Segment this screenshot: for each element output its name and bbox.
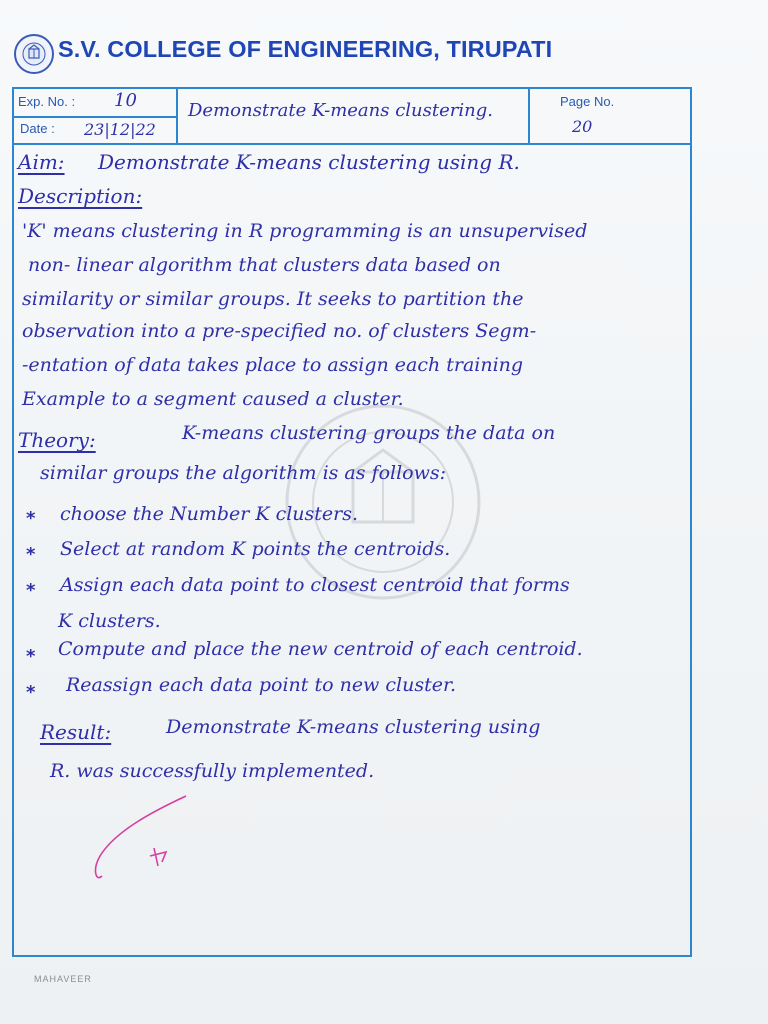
theory-step-continued: K clusters. xyxy=(58,610,161,632)
college-name: S.V. COLLEGE OF ENGINEERING, TIRUPATI xyxy=(58,36,553,62)
date-label: Date : xyxy=(20,121,55,136)
page-no-label: Page No. xyxy=(560,94,615,109)
theory-step: Assign each data point to closest centroid that forms xyxy=(60,574,570,596)
aim-heading: Aim: xyxy=(18,150,65,174)
page-no-value: 20 xyxy=(572,117,593,136)
notebook-brand: MAHAVEER xyxy=(34,974,92,984)
theory-step: Compute and place the new centroid of each centroid. xyxy=(58,638,583,660)
result-heading: Result: xyxy=(40,720,112,744)
college-seal-icon xyxy=(14,34,54,74)
theory-line: K-means clustering groups the data on xyxy=(182,422,556,444)
description-line: Example to a segment caused a cluster. xyxy=(22,388,404,410)
description-line: observation into a pre-specified no. of clusters Segm- xyxy=(22,320,537,342)
bullet-star: * xyxy=(26,580,36,601)
theory-line: similar groups the algorithm is as follows: xyxy=(40,462,447,484)
bullet-star: * xyxy=(26,544,36,565)
date-value: 23|12|22 xyxy=(84,120,156,139)
exp-no-label: Exp. No. : xyxy=(18,94,76,109)
theory-step: Select at random K points the centroids. xyxy=(60,538,451,560)
bullet-star: * xyxy=(26,508,36,529)
bullet-star: * xyxy=(26,682,36,703)
header-divider-row xyxy=(12,116,178,118)
exp-no-value: 10 xyxy=(114,90,137,111)
description-line: similarity or similar groups. It seeks to partition the xyxy=(22,288,524,310)
teacher-signature-mark xyxy=(86,790,196,890)
description-line: 'K' means clustering in R programming is an unsupervised xyxy=(22,220,588,242)
description-line: non- linear algorithm that clusters data based on xyxy=(28,254,501,276)
theory-heading: Theory: xyxy=(18,428,96,452)
theory-step: choose the Number K clusters. xyxy=(60,503,359,525)
result-line: R. was successfully implemented. xyxy=(50,760,375,782)
aim-text: Demonstrate K-means clustering using R. xyxy=(98,150,520,174)
result-line: Demonstrate K-means clustering using xyxy=(166,716,541,738)
college-header xyxy=(10,28,700,82)
header-divider-right xyxy=(528,87,530,145)
experiment-title: Demonstrate K-means clustering. xyxy=(188,100,493,121)
bullet-star: * xyxy=(26,646,36,667)
theory-step: Reassign each data point to new cluster. xyxy=(66,674,456,696)
description-heading: Description: xyxy=(18,184,143,208)
description-line: -entation of data takes place to assign each training xyxy=(22,354,524,376)
